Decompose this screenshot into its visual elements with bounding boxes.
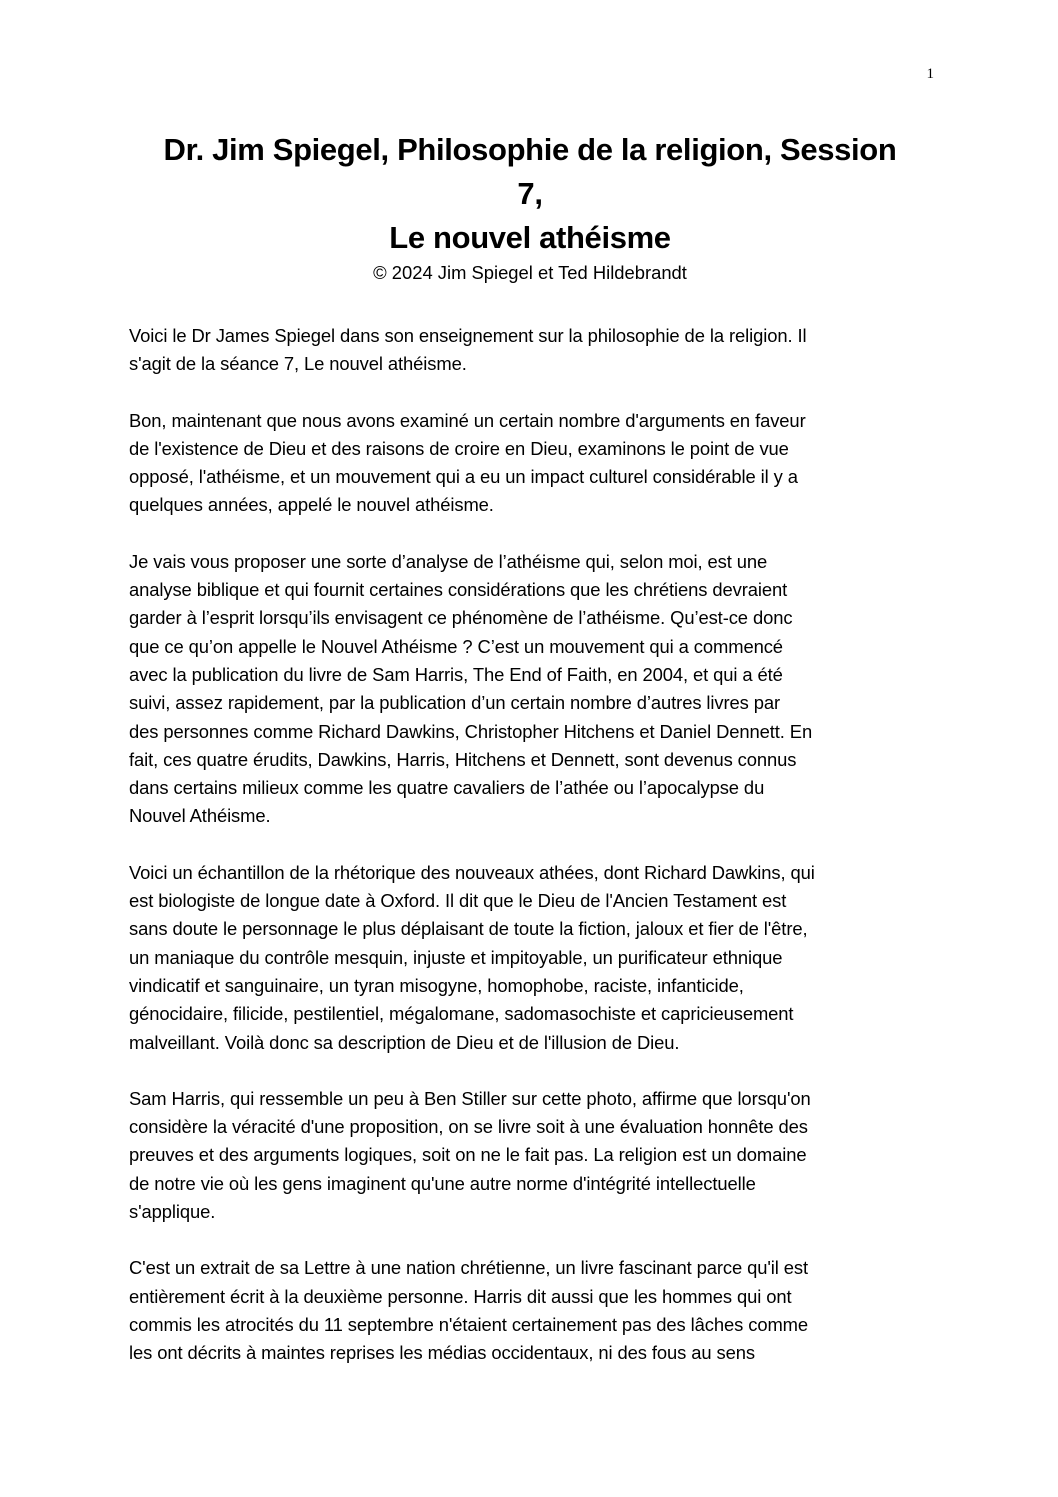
text-line: C'est un extrait de sa Lettre à une nation chrétienne, un livre fascinant parce qu'il est: [129, 1257, 808, 1279]
page-number: 1: [926, 66, 934, 82]
text-line: garder à l’esprit lorsqu’ils envisagent ce phénomène de l’athéisme. Qu’est-ce donc: [129, 607, 793, 629]
paragraph-overview: [129, 407, 949, 520]
text-line: les ont décrits à maintes reprises les médias occidentaux, ni des fous au sens: [129, 1342, 755, 1364]
text-line: que ce qu’on appelle le Nouvel Athéisme ? C’est un mouvement qui a commencé: [129, 635, 783, 657]
text-line: fait, ces quatre érudits, Dawkins, Harris, Hitchens et Dennett, sont devenus connus: [129, 748, 797, 770]
text-line: de notre vie où les gens imaginent qu'une autre norme d'intégrité intellectuelle: [129, 1172, 756, 1194]
text-line: quelques années, appelé le nouvel athéisme.: [129, 494, 494, 516]
text-line: Sam Harris, qui ressemble un peu à Ben Stiller sur cette photo, affirme que lorsqu'on: [129, 1087, 811, 1109]
document-title-line-1: Dr. Jim Spiegel, Philosophie de la religion, Session: [163, 132, 897, 167]
copyright-notice: © 2024 Jim Spiegel et Ted Hildebrandt: [373, 262, 687, 283]
text-line: Bon, maintenant que nous avons examiné un certain nombre d'arguments en faveur: [129, 409, 806, 431]
text-line: dans certains milieux comme les quatre cavaliers de l’athée ou l’apocalypse du: [129, 777, 765, 799]
document-body: [129, 322, 949, 1396]
text-line: opposé, l'athéisme, et un mouvement qui a eu un impact culturel considérable il y a: [129, 466, 798, 488]
text-line: Voici un échantillon de la rhétorique des nouveaux athées, dont Richard Dawkins, qui: [129, 861, 815, 883]
text-line: considère la véracité d'une proposition, on se livre soit à une évaluation honnête des: [129, 1116, 808, 1138]
document-title-line-2: 7,: [517, 176, 543, 211]
text-line: vindicatif et sanguinaire, un tyran misogyne, homophobe, raciste, infanticide,: [129, 974, 744, 996]
paragraph-analysis: [129, 548, 949, 831]
document-header: [110, 128, 950, 288]
text-line: entièrement écrit à la deuxième personne. Harris dit aussi que les hommes qui ont: [129, 1285, 792, 1307]
text-line: sans doute le personnage le plus déplaisant de toute la fiction, jaloux et fier de l'être,: [129, 918, 808, 940]
text-line: analyse biblique et qui fournit certaines considérations que les chrétiens devraient: [129, 579, 788, 601]
text-line: s'applique.: [129, 1201, 216, 1223]
text-line: Je vais vous proposer une sorte d’analyse de l’athéisme qui, selon moi, est une: [129, 550, 768, 572]
text-line: génocidaire, filicide, pestilentiel, mégalomane, sadomasochiste et capricieusement: [129, 1003, 794, 1025]
text-line: est biologiste de longue date à Oxford. Il dit que le Dieu de l'Ancien Testament est: [129, 890, 787, 912]
paragraph-harris: [129, 1085, 949, 1226]
text-line: malveillant. Voilà donc sa description de Dieu et de l'illusion de Dieu.: [129, 1031, 680, 1053]
text-line: preuves et des arguments logiques, soit on ne le fait pas. La religion est un domaine: [129, 1144, 807, 1166]
text-line: des personnes comme Richard Dawkins, Christopher Hitchens et Daniel Dennett. En: [129, 720, 813, 742]
text-line: s'agit de la séance 7, Le nouvel athéisme.: [129, 353, 467, 375]
paragraph-intro: [129, 322, 949, 379]
text-line: Voici le Dr James Spiegel dans son enseignement sur la philosophie de la religion. Il: [129, 325, 807, 346]
text-line: avec la publication du livre de Sam Harris, The End of Faith, en 2004, et qui a été: [129, 663, 783, 685]
text-line: suivi, assez rapidement, par la publication d’un certain nombre d’autres livres par: [129, 692, 781, 714]
document-title-line-3: Le nouvel athéisme: [389, 220, 671, 255]
text-line: de l'existence de Dieu et des raisons de croire en Dieu, examinons le point de vue: [129, 437, 789, 459]
text-line: un maniaque du contrôle mesquin, injuste et impitoyable, un purificateur ethnique: [129, 946, 783, 968]
paragraph-dawkins: [129, 859, 949, 1057]
text-line: Nouvel Athéisme.: [129, 805, 271, 827]
text-line: commis les atrocités du 11 septembre n'étaient certainement pas des lâches comme: [129, 1313, 809, 1335]
paragraph-letter: [129, 1254, 949, 1367]
